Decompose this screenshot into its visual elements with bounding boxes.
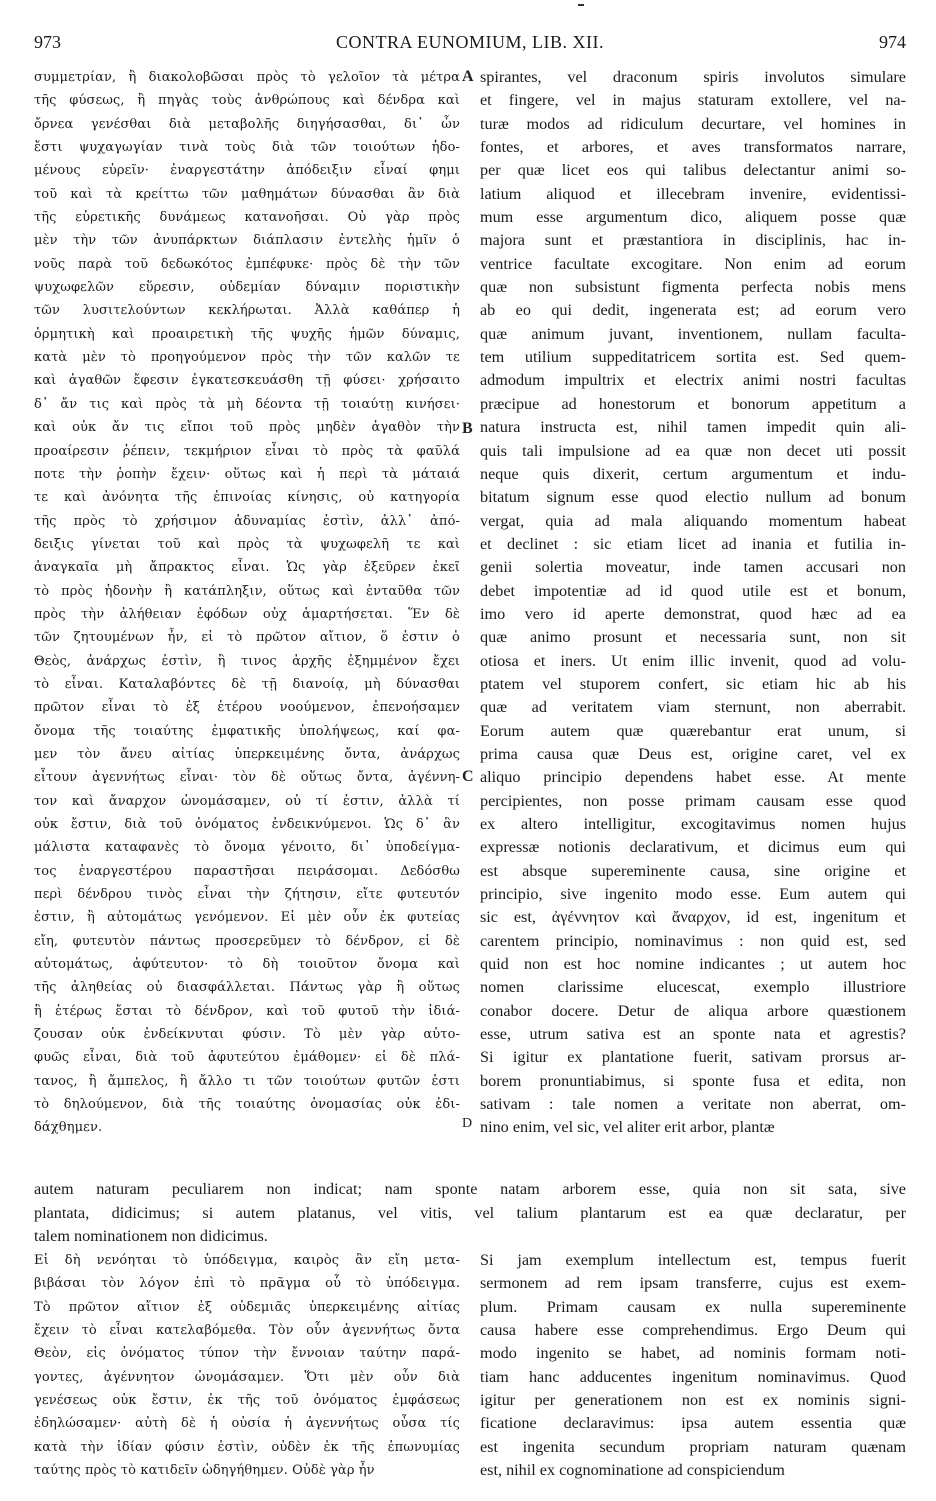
text-line: nino enim, vel sic, vel aliter erit arbor, plantæ (480, 1118, 775, 1137)
text-line: καὶ οὐκ ἄν τις εἴποι τοῦ πρὸς μηδὲν ἀγαθὸν τὴν (34, 420, 460, 436)
text-line: γενέσεως οὐκ ἔστιν, ἐκ τῆς τοῦ ὀνόματος ἐμφάσεως (34, 1393, 460, 1409)
text-line: τῆς πρὸς τὸ χρήσιμον ἀδυναμίας ἐστὶν, ἀλλ᾽ ἀπό- (34, 513, 460, 529)
text-line: τὸ δηλούμενον, διὰ τῆς τοιαύτης ὀνομασίας οὐκ ἐδι- (34, 1097, 460, 1113)
text-line: modo ingenito se habet, ad nominis formam noti- (480, 1344, 906, 1363)
text-line: μένους εὑρεῖν· ἐναργεστάτην ἀπόδειξιν εἶναί φημι (34, 163, 460, 179)
text-line: τε καὶ ἀνόνητα τῆς ἐπινοίας κίνησις, οὐ κατηγορία (34, 490, 460, 506)
text-line: percipientes, non posse primam causam esse quod (480, 791, 906, 810)
text-line: τῶν λυσιτελούντων κεκλήρωται. Ἀλλὰ καθάπερ ἡ (34, 303, 460, 319)
latin-column-bottom (480, 1249, 906, 1482)
text-line: Eorum autem quæ quærebantur erat unum, si (480, 721, 906, 740)
text-line: nomen clarissime elucescat, exemplo illustriore (480, 978, 906, 997)
text-line: δάχθημεν. (34, 1120, 103, 1136)
text-line: προαίρεσιν ῥέπειν, τεκμήριον εἶναι τὸ πρὸς τὰ φαῦλά (34, 443, 460, 459)
text-line: νοῦς παρὰ τοῦ δεδωκότος ἐμπέφυκε· πρὸς δὲ τὴν τῶν (34, 256, 460, 272)
text-line: Τὸ πρῶτον αἴτιον ἐξ οὐδεμιᾶς ὑπερκειμένης αἰτίας (34, 1299, 460, 1315)
text-line: ὁρμητικὴ καὶ προαιρετικὴ τῆς ψυχῆς ἡμῶν δύναμις, (34, 326, 460, 342)
text-line: Εἰ δὴ νενόηται τὸ ὑπόδειγμα, καιρὸς ἂν εἴη μετα- (34, 1253, 460, 1268)
text-line: neque quis dixerit, certum argumentum et indu- (480, 464, 906, 483)
text-line: περὶ δένδρου τινὸς εἶναι τὴν ζήτησιν, εἴτε φυτευτόν (34, 887, 460, 903)
text-line: principio, sive ingenito modo esse. Eum autem qui (480, 885, 906, 904)
text-line: τοῦ καὶ τὰ κρείττω τῶν μαθημάτων δύνασθαι ἂν διὰ (34, 186, 460, 202)
text-line: κατὰ μὲν τὸ προηγούμενον πρὸς τὴν τῶν καλῶν τε (34, 350, 460, 366)
text-line: natura instructa est, nihil tamen impedit quin ali- (480, 418, 906, 437)
text-line: μάλιστα καταφανὲς τὸ ὄνομα γένοιτο, δι᾽ ὑποδείγμα- (34, 840, 460, 856)
text-line: Θεὸς, ἀνάρχως ἐστὶν, ἢ τινος ἀρχῆς ἐξημμένον ἔχει (34, 653, 460, 669)
text-line: quæ animum juvant, inventionem, nullam faculta- (480, 324, 906, 343)
text-line: talem nominationem non didicimus. (34, 1227, 268, 1245)
text-line: igitur per generationem non est ex nominis signi- (480, 1391, 906, 1410)
text-line: δ᾽ ἄν τις καὶ πρὸς τὰ μὴ δέοντα τῇ τοιαύτῃ κινήσει· (34, 396, 460, 412)
text-line: sermonem ad rem ipsam transferre, cujus est exem- (480, 1274, 906, 1293)
text-line: turæ modos ad ridiculum decurtare, vel homines in (480, 114, 906, 133)
text-line: admodum impultrix et electrix animi nostri facultas (480, 371, 906, 390)
text-line: τος ἐναργεστέρου παραστῆσαι πειράσομαι. Δεδόσθω (34, 863, 460, 879)
text-line: est, nihil ex cognominatione ad conspiciendum (480, 1461, 785, 1480)
text-line: per quæ licet eos qui talibus delectantur animi so- (480, 161, 906, 180)
text-line: ὄνομα τῆς τοιαύτης ἐμφατικῆς ὑπολήψεως, καί φα- (34, 723, 460, 739)
text-line: latium aliquod et illecebram invenire, evidentissi- (480, 184, 906, 203)
running-title: CONTRA EUNOMIUM, LIB. XII. (336, 32, 604, 52)
section-marker-d: D (462, 1116, 473, 1131)
text-line: ὄρνεα γενέσθαι διὰ μεταβολῆς διηγήσασθαι, δι᾽ ὧν (34, 116, 460, 132)
text-line: plantata, didicimus; si autem platanus, vel vitis, vel talium plantarum est ea quæ declaratur, per (34, 1203, 906, 1222)
text-line: quæ non subsistunt figmenta perfecta nobis mens (480, 278, 906, 297)
text-line: κατὰ τὴν ἰδίαν φύσιν ἐστὶν, οὐδὲν ἐκ τῆς ἐπωνυμίας (34, 1439, 460, 1455)
text-line: quæ animo prosunt et necessaria sunt, non sit (480, 628, 906, 647)
text-line: ἐδηλώσαμεν· αὐτὴ δὲ ἡ οὐσία ἡ ἀγεννήτως οὖσα τίς (34, 1416, 460, 1432)
text-line: Si igitur ex plantatione fuerit, sativam prorsus ar- (480, 1048, 906, 1067)
text-line: εἶτουν ἀγεννήτως εἶναι· τὸν δὲ οὕτως ὄντα, ἀγέννη- (34, 770, 460, 786)
greek-column-top (34, 66, 460, 1140)
text-line: vergat, quia ad mala aliquando momentum habeat (480, 511, 906, 530)
text-line: ἔχειν τὸ εἶναι κατελαβόμεθα. Τὸν οὖν ἀγεννήτως ὄντα (34, 1323, 460, 1339)
text-line: causa habere esse comprehendimus. Ergo Deum qui (480, 1321, 906, 1340)
text-line: est ingenita secundum propriam naturam quænam (480, 1437, 906, 1456)
text-line: φυῶς εἶναι, διὰ τοῦ ἀφυτεύτου ἐμάθομεν· εἰ δὲ πλά- (34, 1050, 460, 1066)
text-line: fontes, et arbores, et aves transformatos narrare, (480, 138, 906, 157)
text-line: bitatum signum esse quod electio nullum ad bonum (480, 488, 906, 507)
latin-full-width-text (34, 1178, 906, 1249)
text-line: quis tali impulsione ad ea quæ non decet uti possit (480, 441, 906, 460)
text-line: γοντες, ἀγέννητον ὠνομάσαμεν. Ὅτι μὲν οὖν διὰ (34, 1369, 460, 1385)
text-line: quid non est hoc nomine indicantes ; ut autem hoc (480, 955, 906, 974)
text-line: ἀναγκαῖα μὴ ἄπρακτος εἶναι. Ὡς γὰρ ἐξεῦρεν ἐκεῖ (34, 560, 460, 576)
text-line: εἴη, φυτευτὸν πάντως προσερεῦμεν τὸ δένδρον, εἰ δὲ (34, 933, 460, 949)
text-line: ventrice facultate excogitare. Non enim ad eorum (480, 254, 906, 273)
text-line: aliquo principio dependens habet esse. At mente (480, 768, 906, 787)
text-line: sic est, ἀγέννητον καὶ ἄναρχον, id est, ingenitum et (480, 908, 906, 927)
text-line: prima causa quæ Deus est, origine caret, vel ex (480, 744, 906, 763)
text-line: πρὸς τὴν ἀλήθειαν ἐφόδων οὐχ ἁμαρτήσεται. Ἕν δὲ (34, 606, 460, 622)
text-line: ab eo qui dedit, ingenerata est; ad eorum vero (480, 301, 906, 320)
text-line: expressæ notionis declarativum, et dicimus eum qui (480, 838, 906, 857)
latin-column-top (480, 66, 906, 1140)
text-line: δειξις γίνεται τοῦ καὶ πρὸς τὰ ψυχωφελῆ τε καὶ (34, 536, 460, 552)
text-line: ψυχωφελῶν εὕρεσιν, οὐδεμίαν δύναμιν ποριστικὴν (34, 280, 460, 296)
text-line: ptatem vel stuporem confert, sic etiam hic ab his (480, 674, 906, 693)
text-line: sativam : tale nomen a veritate non aberrat, om- (480, 1095, 906, 1114)
text-line: otiosa et iners. Ut enim illic invenit, quod ad volu- (480, 651, 906, 670)
text-line: carentem principio, nominavimus : non quid est, sed (480, 931, 906, 950)
text-line: τὸ πρὸς ἡδονὴν ἢ κατάπληξιν, οὕτως καὶ ἐνταῦθα τῶν (34, 583, 460, 599)
text-line: est absque supereminente causa, sine origine et (480, 861, 906, 880)
text-line: ἢ ἑτέρως ἔσται τὸ δένδρον, καὶ τοῦ φυτοῦ τὴν ἰδιά- (34, 1003, 460, 1019)
text-line: genii solertia moveatur, inde tamen accusari non (480, 558, 906, 577)
page-number-left: 973 (34, 32, 61, 52)
text-line: borem pronuntiabimus, si sponte fusa et edita, non (480, 1071, 906, 1090)
text-line: spirantes, vel draconum spiris involutos simulare (480, 68, 906, 86)
text-line: ἔστι ψυχαγωγίαν τινὰ τοὺς διὰ τῶν τοιούτων ἡδο- (34, 140, 460, 156)
text-line: ex altero intelligitur, excogitavimus nomen hujus (480, 815, 906, 833)
text-line: Si jam exemplum intellectum est, tempus fuerit (480, 1251, 906, 1269)
text-line: debet impotentiæ ad id quod utile est et bonum, (480, 581, 906, 600)
page-number-right: 974 (879, 32, 906, 52)
ink-mark (578, 4, 584, 6)
section-marker-b: B (462, 420, 473, 437)
text-line: tiam hanc adducentes ingenitum nominavimus. Quod (480, 1367, 906, 1386)
text-line: τῆς ἀληθείας οὐ διασφάλλεται. Πάντως γὰρ ἢ οὕτως (34, 980, 460, 996)
text-line: ἐστιν, ἢ αὐτομάτως γενόμενον. Εἰ μὲν οὖν ἐκ φυτείας (34, 910, 460, 926)
text-line: μεν τὸν ἄνευ αἰτίας ὑπερκειμένης ὄντα, ἀνάρχως (34, 746, 460, 762)
text-line: tem utilium suppeditatricem sortita est. Sed quem- (480, 348, 906, 367)
text-line: συμμετρίαν, ἢ διακολοβῶσαι πρὸς τὸ γελοῖον τὰ μέτρα (34, 70, 460, 85)
text-line: πρῶτον εἶναι τὸ ἐξ ἑτέρου νοούμενον, ἐπενοήσαμεν (34, 700, 460, 716)
text-line: imo vero id aperte demonstrat, quod hæc ad ea (480, 604, 906, 623)
text-line: quæ ad veritatem viam sternunt, non aberrabit. (480, 698, 906, 717)
text-line: ποτε τὴν ῥοπὴν ἔχειν· οὕτως καὶ ἡ περὶ τὰ μάταιά (34, 466, 460, 482)
text-line: et fingere, vel in majus staturam extollere, vel na- (480, 91, 906, 110)
text-line: Θεὸν, εἰς ὀνόματος τύπον τὴν ἔννοιαν ταύτην παρά- (34, 1346, 460, 1362)
text-line: τον καὶ ἄναρχον ὠνομάσαμεν, οὐ τί ἐστιν, ἀλλὰ τί (34, 793, 460, 809)
text-line: καὶ ἀγαθῶν ἔφεσιν ἐγκατεσκευάσθη τῇ φύσει· χρήσαιτο (34, 373, 460, 389)
text-line: præcipue ad honestorum et bonorum appetitum a (480, 394, 906, 413)
text-line: τανος, ἢ ἄμπελος, ἢ ἄλλο τι τῶν τοιούτων φυτῶν ἐστι (34, 1073, 460, 1089)
text-line: βιβάσαι τὸν λόγον ἐπὶ τὸ πρᾶγμα οὗ τὸ ὑπόδειγμα. (34, 1276, 460, 1292)
text-line: τῶν ζητουμένων ἦν, εἰ τὸ πρῶτον αἴτιον, ὅ ἐστιν ὁ (34, 630, 460, 646)
text-line: conabor docere. Detur de aliqua arbore quæstionem (480, 1001, 906, 1020)
text-line: ζουσαν οὐκ ἐνδείκνυται φύσιν. Τὸ μὲν γὰρ αὐτο- (34, 1027, 460, 1043)
text-line: οὐκ ἔστιν, διὰ τοῦ ὀνόματος ἐνδεικνύμενοι. Ὡς δ᾽ ἂν (34, 817, 460, 832)
text-line: τῆς εὑρετικῆς δυνάμεως κατανοῆσαι. Οὐ γὰρ πρὸς (34, 210, 460, 226)
text-line: ficatione declaravimus: ipsa autem essentia quæ (480, 1414, 906, 1433)
section-marker-a: A (462, 68, 474, 85)
text-line: τὸ εἶναι. Καταλαβόντες δὲ τῇ διανοίᾳ, μὴ δύνασθαι (34, 676, 460, 692)
text-line: ταύτης πρὸς τὸ κατιδεῖν ὡδηγήθημεν. Οὐδὲ γὰρ ἦν (34, 1463, 375, 1479)
text-line: et declinet : sic etiam licet ad inania et futilia in- (480, 534, 906, 553)
text-line: mum esse argumentum dico, aliquem posse quæ (480, 208, 906, 227)
text-line: μὲν τὴν τῶν ἀνυπάρκτων διάπλασιν ἐντελὴς ἡμῖν ὁ (34, 233, 460, 249)
text-line: esse, utrum sativa est an sponte nata et agrestis? (480, 1025, 906, 1044)
running-header (34, 32, 906, 58)
greek-column-bottom (34, 1249, 460, 1482)
section-marker-c: C (462, 768, 474, 785)
text-line: τῆς φύσεως, ἢ πηγὰς τοὺς ἀνθρώπους καὶ δένδρα καὶ (34, 93, 460, 109)
text-line: majora sunt et præstantiora in disciplinis, hac in- (480, 231, 906, 250)
text-line: autem naturam peculiarem non indicat; nam sponte natam arborem esse, quia non sit sata, sive (34, 1180, 906, 1198)
text-line: plum. Primam causam ex nulla supereminente (480, 1297, 906, 1316)
text-line: αὐτομάτως, ἀφύτευτον· τὸ δὴ τοιοῦτον ὄνομα καὶ (34, 957, 460, 973)
